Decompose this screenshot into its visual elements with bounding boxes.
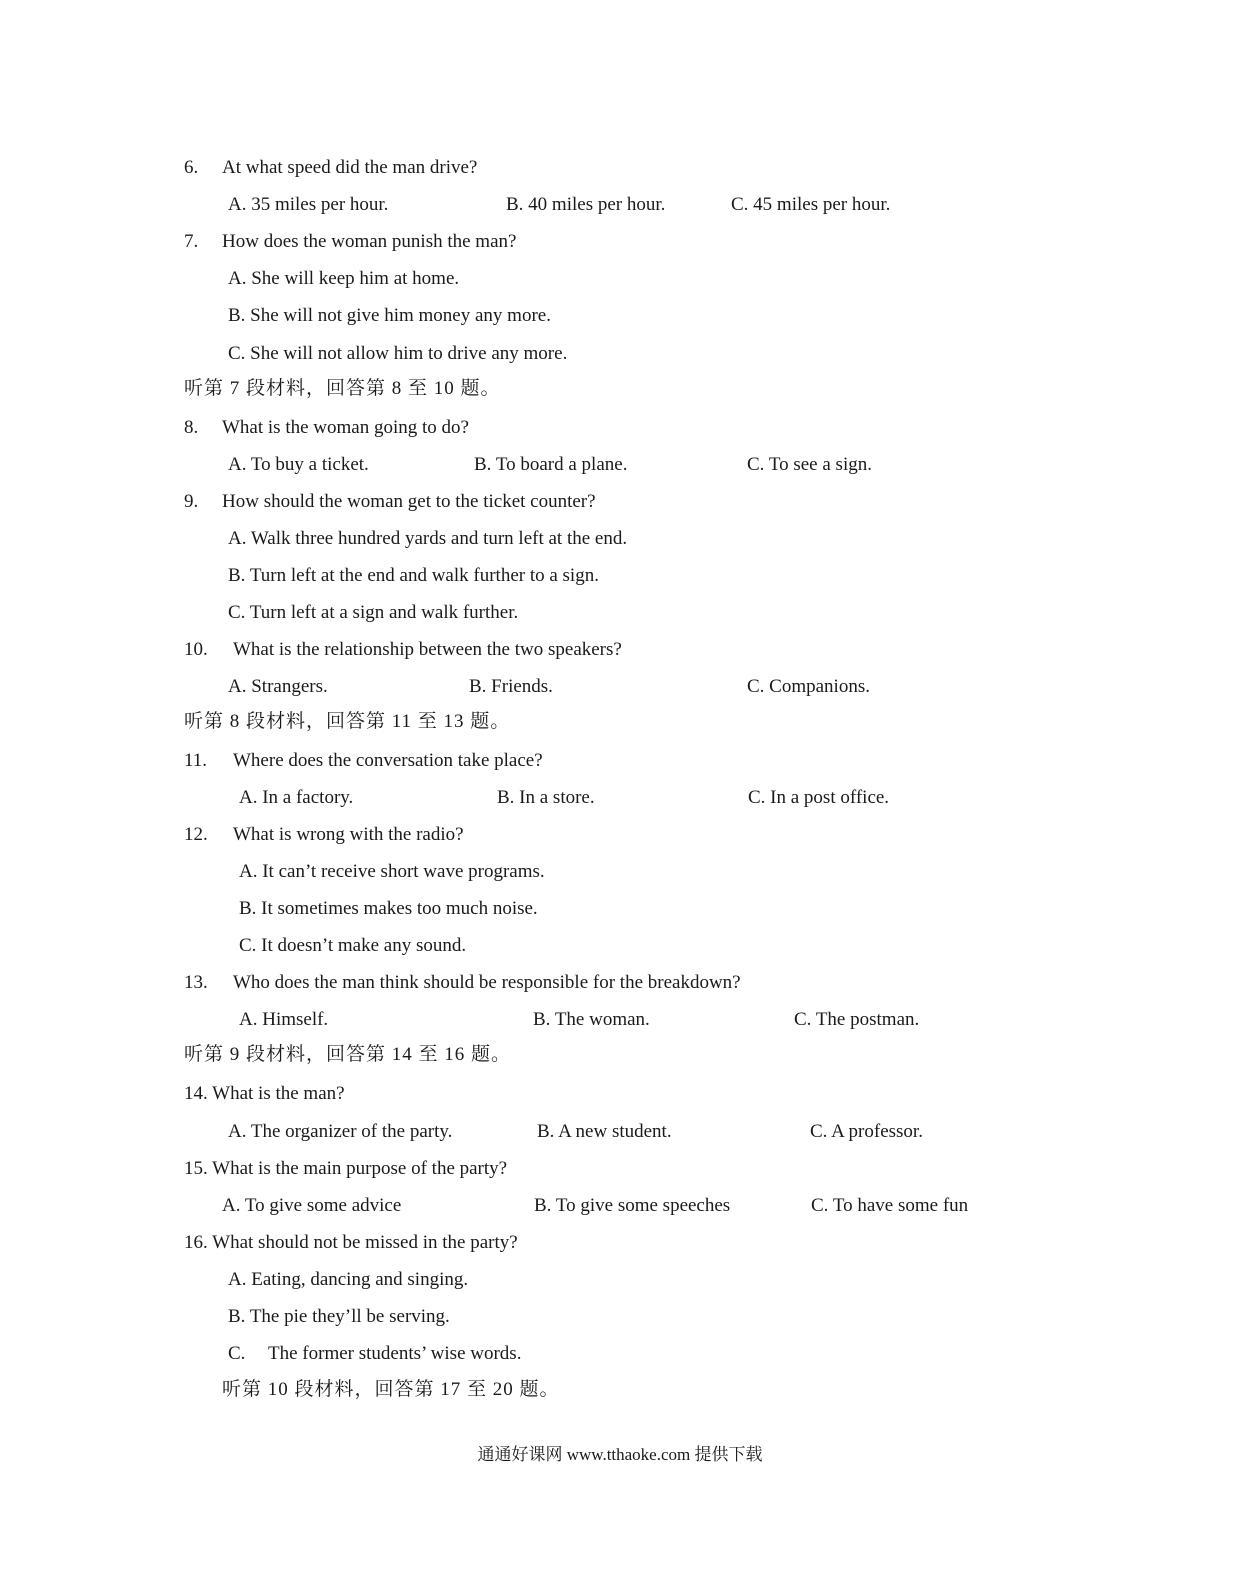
q9-option-b: B. Turn left at the end and walk further to a sign.	[228, 565, 599, 586]
q10-option-b: B. Friends.	[469, 676, 553, 697]
q11-question: Where does the conversation take place?	[233, 750, 543, 771]
q6-question: At what speed did the man drive?	[222, 157, 478, 178]
section-8-heading: 听第 8 段材料，回答第 11 至 13 题。	[184, 711, 511, 732]
q13-option-c: C. The postman.	[794, 1009, 920, 1030]
q6-option-b: B. 40 miles per hour.	[506, 194, 666, 215]
q12-question: What is wrong with the radio?	[233, 824, 464, 845]
q10-question: What is the relationship between the two speakers?	[233, 639, 622, 660]
q13-option-b: B. The woman.	[533, 1009, 650, 1030]
q7-number: 7.	[184, 231, 199, 252]
q16-question: 16. What should not be missed in the party?	[184, 1232, 518, 1253]
q7-option-a: A. She will keep him at home.	[228, 268, 460, 289]
q8-option-c: C. To see a sign.	[747, 454, 872, 475]
q6-option-a: A. 35 miles per hour.	[228, 194, 389, 215]
q13-question: Who does the man think should be responsible for the breakdown?	[233, 972, 741, 993]
q12-option-b: B. It sometimes makes too much noise.	[239, 898, 538, 919]
q16-option-c-letter: C.	[228, 1343, 246, 1364]
q14-question: 14. What is the man?	[184, 1083, 345, 1104]
section-10-heading: 听第 10 段材料，回答第 17 至 20 题。	[222, 1379, 560, 1400]
q11-option-b: B. In a store.	[497, 787, 595, 808]
q15-option-a: A. To give some advice	[222, 1195, 402, 1216]
q15-option-b: B. To give some speeches	[534, 1195, 731, 1216]
q15-option-c: C. To have some fun	[811, 1195, 969, 1216]
q6-number: 6.	[184, 157, 199, 178]
q9-option-c: C. Turn left at a sign and walk further.	[228, 602, 519, 623]
q16-option-b: B. The pie they’ll be serving.	[228, 1306, 450, 1327]
q7-option-c: C. She will not allow him to drive any more.	[228, 343, 568, 364]
q10-option-c: C. Companions.	[747, 676, 870, 697]
q14-option-b: B. A new student.	[537, 1121, 672, 1142]
q15-question: 15. What is the main purpose of the party?	[184, 1158, 508, 1179]
q11-number: 11.	[184, 750, 208, 771]
q10-option-a: A. Strangers.	[228, 676, 328, 697]
q10-number: 10.	[184, 639, 208, 660]
page-footer: 通通好课网 www.tthaoke.com 提供下载	[477, 1445, 763, 1464]
q9-option-a: A. Walk three hundred yards and turn left at the end.	[228, 528, 628, 549]
q16-option-c: The former students’ wise words.	[268, 1343, 522, 1364]
section-9-heading: 听第 9 段材料，回答第 14 至 16 题。	[184, 1044, 512, 1065]
q13-option-a: A. Himself.	[239, 1009, 329, 1030]
q6-option-c: C. 45 miles per hour.	[731, 194, 891, 215]
q7-question: How does the woman punish the man?	[222, 231, 517, 252]
q14-option-c: C. A professor.	[810, 1121, 923, 1142]
q8-option-a: A. To buy a ticket.	[228, 454, 369, 475]
q8-number: 8.	[184, 417, 199, 438]
q12-number: 12.	[184, 824, 208, 845]
q7-option-b: B. She will not give him money any more.	[228, 305, 551, 326]
q9-number: 9.	[184, 491, 199, 512]
q12-option-a: A. It can’t receive short wave programs.	[239, 861, 545, 882]
q12-option-c: C. It doesn’t make any sound.	[239, 935, 467, 956]
q16-option-a: A. Eating, dancing and singing.	[228, 1269, 469, 1290]
q14-option-a: A. The organizer of the party.	[228, 1121, 453, 1142]
q9-question: How should the woman get to the ticket counter?	[222, 491, 596, 512]
q11-option-c: C. In a post office.	[748, 787, 890, 808]
q13-number: 13.	[184, 972, 208, 993]
q11-option-a: A. In a factory.	[239, 787, 354, 808]
q8-option-b: B. To board a plane.	[474, 454, 628, 475]
section-7-heading: 听第 7 段材料，回答第 8 至 10 题。	[184, 378, 501, 399]
q8-question: What is the woman going to do?	[222, 417, 469, 438]
